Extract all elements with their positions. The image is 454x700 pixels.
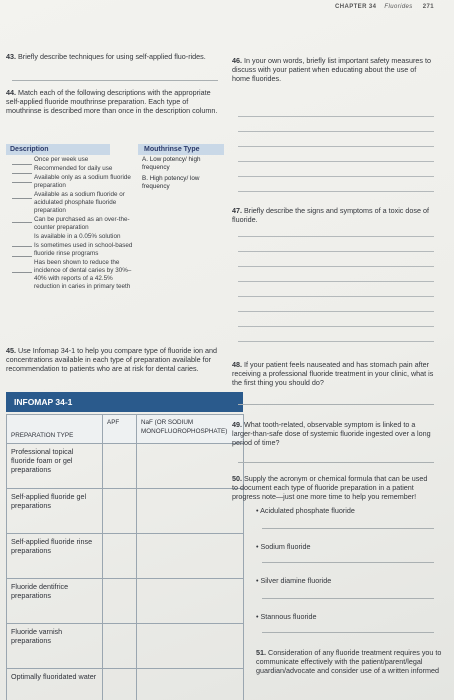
question-44: 44. Match each of the following descriptions with the appropriate self-applied fluoride mouthrinse preparation. Each type of mouthrinse is described more than once in the description column. [6, 88, 218, 116]
apf-cell[interactable] [103, 444, 137, 489]
answer-line[interactable] [12, 80, 218, 81]
question-43: 43. Briefly describe techniques for using self-applied fluo-rides. [6, 52, 206, 61]
formula-item: • Acidulated phosphate fluoride [256, 506, 355, 515]
naf-cell[interactable] [137, 444, 244, 489]
column-header: NaF (OR SODIUM MONOFLUOROPHOSPHATE) [137, 415, 244, 444]
match-blank[interactable] [12, 182, 32, 183]
answer-line[interactable] [262, 562, 434, 563]
description-item: Available only as a sodium fluoride preparation [34, 174, 131, 189]
question-48: 48. If your patient feels nauseated and has stomach pain after receiving a professional fluoride treatment in your clinic, what is the first thing you should do? [232, 360, 434, 388]
answer-line[interactable] [262, 632, 434, 633]
description-item: Is sometimes used in school-based fluoride rinse programs [34, 242, 133, 257]
apf-cell[interactable] [103, 669, 137, 700]
row-label: Professional topical fluoride foam or gel preparations [7, 444, 103, 489]
description-item: Recommended for daily use [34, 165, 113, 172]
match-blank[interactable] [12, 222, 32, 223]
naf-cell[interactable] [137, 624, 244, 669]
description-item: Can be purchased as an over-the-counter preparation [34, 216, 130, 231]
type-item: B. High potency/ low frequency [142, 175, 200, 190]
answer-line[interactable] [262, 598, 434, 599]
answer-lines[interactable] [238, 236, 434, 356]
description-header: Description [6, 144, 110, 155]
apf-cell[interactable] [103, 579, 137, 624]
description-item: Is available in a 0.05% solution [34, 233, 121, 240]
formula-item: • Silver diamine fluoride [256, 576, 332, 585]
column-header: PREPARATION TYPE [7, 415, 103, 444]
match-blank[interactable] [12, 164, 32, 165]
description-item: Has been shown to reduce the incidence of dental caries by 30%–40% with reports of a 42.5% reduction in caries in primary teeth [34, 259, 132, 290]
type-item: A. Low potency/ high frequency [142, 156, 201, 171]
formula-item: • Stannous fluoride [256, 612, 317, 621]
naf-cell[interactable] [137, 669, 244, 700]
running-header [335, 4, 434, 10]
column-header: APF [103, 415, 137, 444]
question-51: 51. Consideration of any fluoride treatment requires you to communicate effectively with the patient/parent/legal guardian/advocate and consider use of a written informed [256, 648, 442, 676]
question-47: 47. Briefly describe the signs and symptoms of a toxic dose of fluoride. [232, 206, 429, 225]
section-label: Fluorides [384, 4, 413, 10]
description-item: Available as a sodium fluoride or acidulated phosphate fluoride preparation [34, 191, 125, 214]
answer-lines[interactable] [238, 116, 434, 206]
question-45: 45. Use Infomap 34-1 to help you compare type of fluoride ion and concentrations available in each type of preparation available for recommendation to patients who are at risk for dental caries. [6, 346, 217, 374]
answer-line[interactable] [238, 462, 434, 463]
question-46: 46. In your own words, briefly list important safety measures to discuss with your patient when educating about the use of home fluorides. [232, 56, 431, 84]
row-label: Self-applied fluoride gel preparations [7, 489, 103, 534]
apf-cell[interactable] [103, 489, 137, 534]
question-49: 49. What tooth-related, observable symptom is linked to a larger-than-safe dose of systemic fluoride ingested over a long period of time? [232, 420, 431, 448]
infomap-34-1 [6, 392, 243, 700]
row-label: Fluoride varnish preparations [7, 624, 103, 669]
matching-table [6, 144, 218, 342]
description-item: Once per week use [34, 156, 89, 163]
apf-cell[interactable] [103, 624, 137, 669]
mouthrinse-type-header: Mouthrinse Type [138, 144, 224, 155]
naf-cell[interactable] [137, 489, 244, 534]
match-blank[interactable] [12, 256, 32, 257]
match-blank[interactable] [12, 272, 32, 273]
type-list [142, 156, 220, 191]
match-blank[interactable] [12, 198, 32, 199]
chapter-label: CHAPTER 34 [335, 4, 377, 10]
page-number: 271 [422, 4, 434, 10]
formula-item: • Sodium fluoride [256, 542, 311, 551]
row-label: Fluoride dentifrice preparations [7, 579, 103, 624]
answer-line[interactable] [262, 528, 434, 529]
question-50: 50. Supply the acronym or chemical formula that can be used to document each type of fluoride preparation in a patient progress note—just one more time to help you remember! [232, 474, 428, 502]
row-label: Self-applied fluoride rinse preparations [7, 534, 103, 579]
match-blank[interactable] [12, 246, 32, 247]
infomap-table [6, 414, 244, 700]
row-label: Optimally fluoridated water [7, 669, 103, 700]
infomap-title: INFOMAP 34-1 [6, 392, 243, 412]
naf-cell[interactable] [137, 579, 244, 624]
answer-line[interactable] [238, 404, 434, 405]
naf-cell[interactable] [137, 534, 244, 579]
description-list [34, 156, 134, 292]
match-blank[interactable] [12, 173, 32, 174]
apf-cell[interactable] [103, 534, 137, 579]
